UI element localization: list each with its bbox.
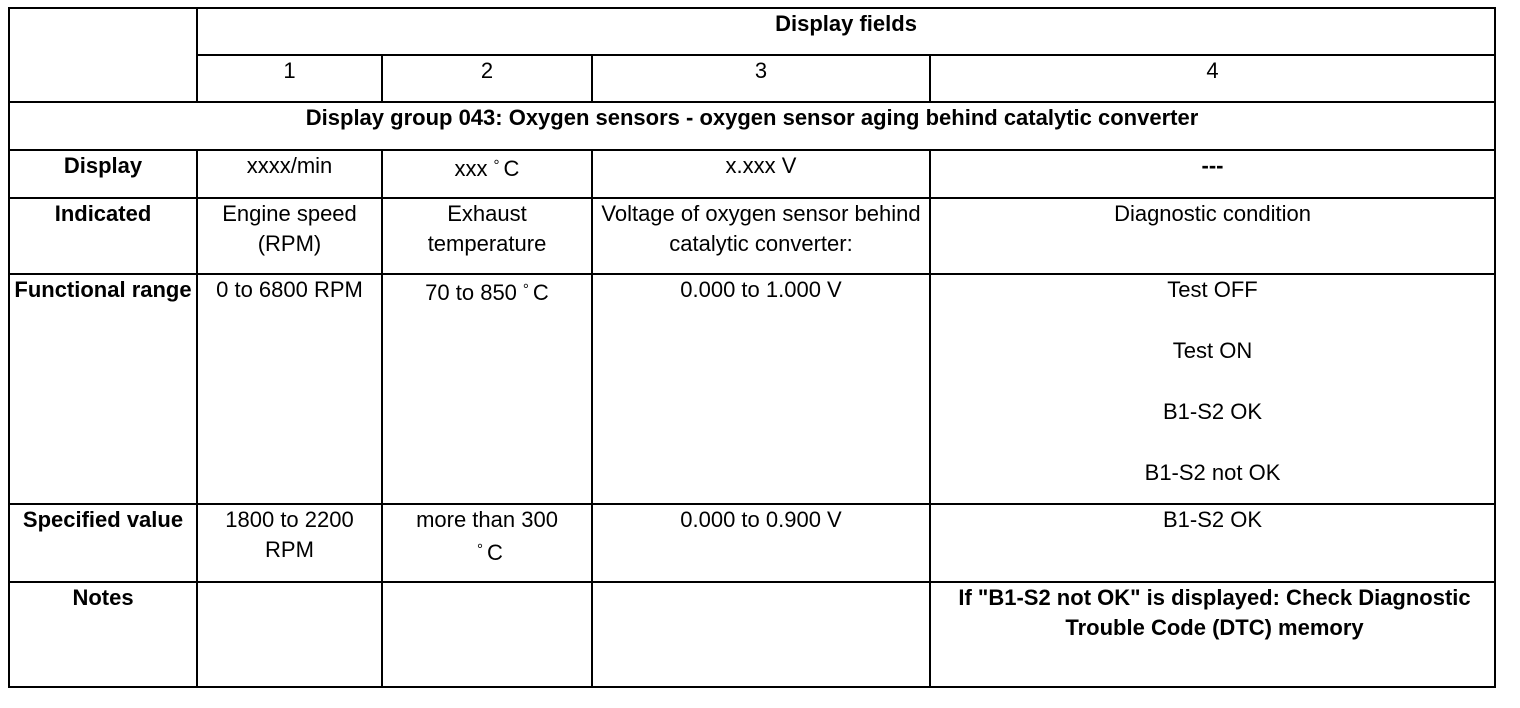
row-label-specified-value: Specified value	[9, 504, 197, 582]
notes-field-3	[592, 582, 930, 687]
notes-row	[9, 582, 1495, 687]
display-field-2-unit: C	[503, 156, 520, 181]
degree-symbol: °	[477, 541, 484, 558]
specified-field-2-unit: C	[487, 540, 503, 565]
display-field-4: ---	[930, 150, 1495, 198]
functional-field-3: 0.000 to 1.000 V	[592, 274, 930, 504]
condition-item: B1-S2 OK	[1162, 399, 1263, 424]
row-label-indicated: Indicated	[9, 198, 197, 274]
specified-field-3: 0.000 to 0.900 V	[592, 504, 930, 582]
field-number-2: 2	[382, 55, 592, 102]
condition-item: Test ON	[1172, 338, 1253, 363]
display-field-1: xxxx/min	[197, 150, 382, 198]
functional-range-row	[9, 274, 1495, 504]
display-group-table	[8, 7, 1496, 688]
diagnostic-condition-list	[935, 275, 1490, 488]
indicated-row	[9, 198, 1495, 274]
functional-field-2-value: 70 to 850	[425, 280, 517, 305]
functional-field-4	[930, 274, 1495, 504]
indicated-field-3: Voltage of oxygen sensor behind catalytic converter:	[592, 198, 930, 274]
group-title: Display group 043: Oxygen sensors - oxygen sensor aging behind catalytic converter	[9, 102, 1495, 150]
row-label-notes: Notes	[9, 582, 197, 687]
row-label-functional-range: Functional range	[9, 274, 197, 504]
display-field-3: x.xxx V	[592, 150, 930, 198]
condition-item: B1-S2 not OK	[1144, 460, 1281, 485]
display-fields-header: Display fields	[197, 8, 1495, 55]
specified-field-1: 1800 to 2200 RPM	[197, 504, 382, 582]
field-number-4: 4	[930, 55, 1495, 102]
specified-field-2	[382, 504, 592, 582]
field-number-3: 3	[592, 55, 930, 102]
header-row	[9, 8, 1495, 55]
degree-symbol: °	[493, 157, 500, 174]
specified-field-4: B1-S2 OK	[930, 504, 1495, 582]
corner-cell	[9, 8, 197, 102]
indicated-field-2: Exhaust temperature	[382, 198, 592, 274]
notes-field-1	[197, 582, 382, 687]
condition-item: Test OFF	[1167, 277, 1258, 302]
group-title-row	[9, 102, 1495, 150]
display-row	[9, 150, 1495, 198]
notes-field-2	[382, 582, 592, 687]
notes-field-4: If "B1-S2 not OK" is displayed: Check Diagnostic Trouble Code (DTC) memory	[930, 582, 1495, 687]
functional-field-1: 0 to 6800 RPM	[197, 274, 382, 504]
indicated-field-1: Engine speed (RPM)	[197, 198, 382, 274]
specified-field-2-value: more than 300	[416, 507, 558, 532]
degree-symbol: °	[522, 281, 529, 298]
functional-field-2	[382, 274, 592, 504]
field-number-row	[9, 55, 1495, 102]
display-field-2-value: xxx	[454, 156, 488, 181]
indicated-field-4: Diagnostic condition	[930, 198, 1495, 274]
specified-value-row	[9, 504, 1495, 582]
field-number-1: 1	[197, 55, 382, 102]
functional-field-2-unit: C	[532, 280, 549, 305]
display-field-2	[382, 150, 592, 198]
row-label-display: Display	[9, 150, 197, 198]
